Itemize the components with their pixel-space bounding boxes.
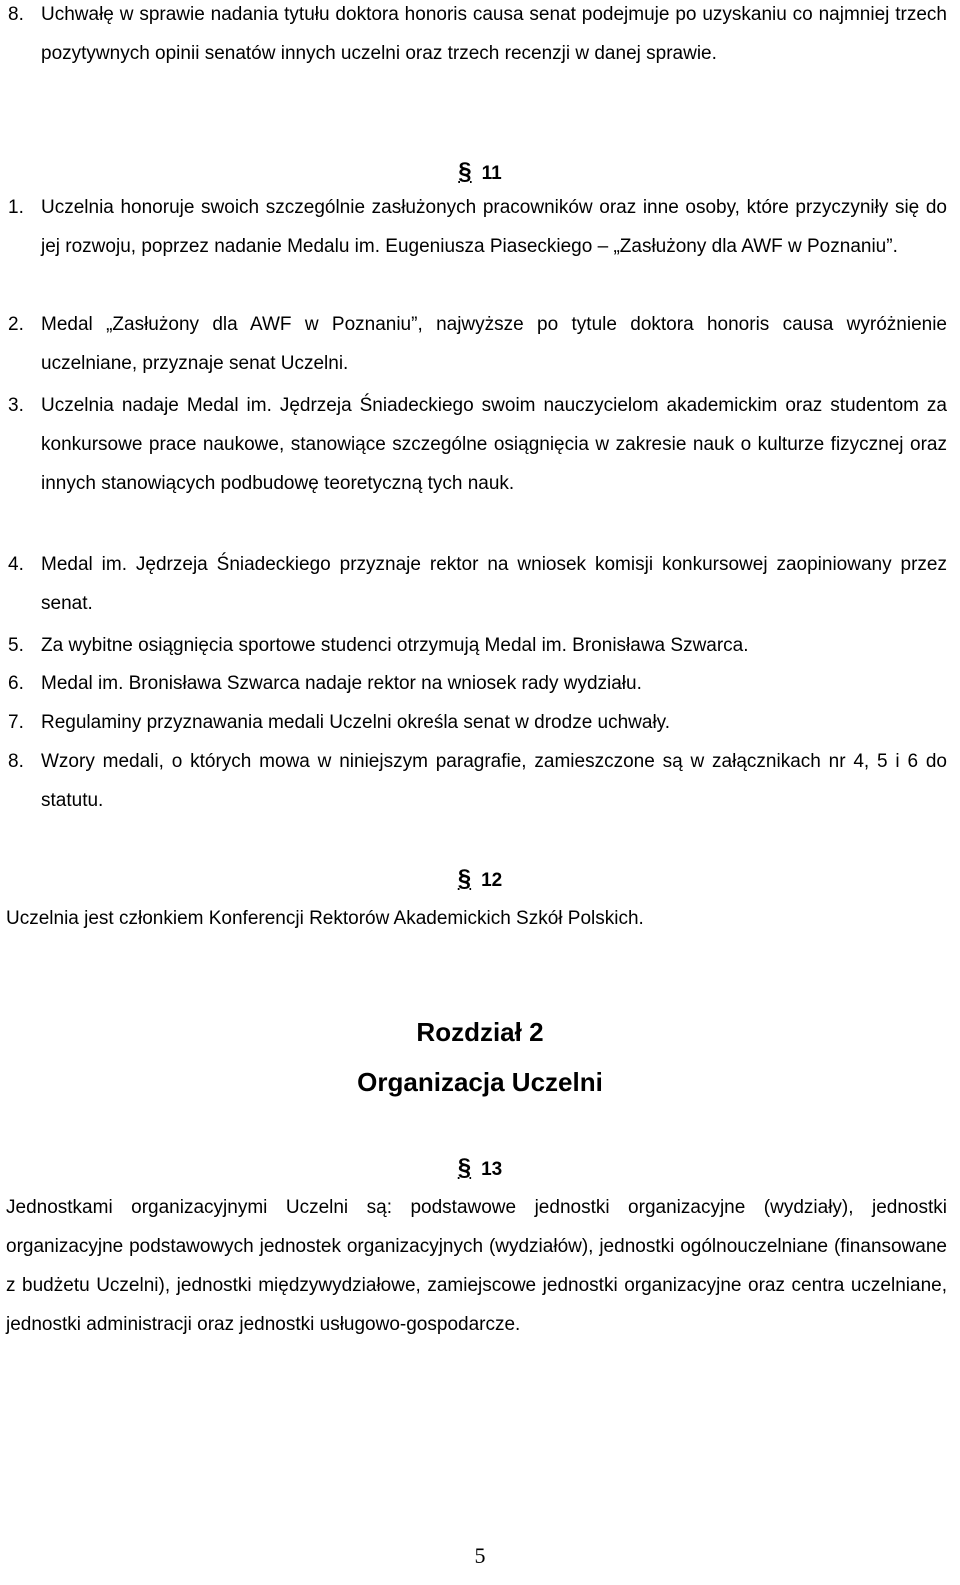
list-item-number: 8. xyxy=(8,751,24,772)
list-item xyxy=(0,742,960,822)
list-item-text: Uchwałę w sprawie nadania tytułu doktora honoris causa senat podejmuje po uzyskaniu co najmniej trzech pozytywnych opinii senatów innych uczelni oraz trzech recenzji w danej sprawie. xyxy=(41,4,947,64)
list-item-text: Medal „Zasłużony dla AWF w Poznaniu”, najwyższe po tytule doktora honoris causa wyróżnienie uczelniane, przyznaje senat Uczelni. xyxy=(41,314,947,374)
paragraph-symbol: § xyxy=(458,158,472,185)
paragraph-symbol: § xyxy=(457,865,472,892)
list-item-number: 7. xyxy=(8,712,24,733)
list-item-number: 4. xyxy=(8,554,24,575)
list-item-text: Uczelnia nadaje Medal im. Jędrzeja Śniadeckiego swoim nauczycielom akademickim oraz studentom za konkursowe prace naukowe, stanowiące szczególne osiągnięcia w zakresie nauk o kulturze fizycznej oraz innych stanowiących podbudowę teoretyczną tych nauk. xyxy=(41,395,947,494)
list-item xyxy=(0,188,960,308)
paragraph-symbol: § xyxy=(457,1154,472,1181)
list-item-text: Medal im. Jędrzeja Śniadeckiego przyznaje rektor na wniosek komisji konkursowej zaopiniowany przez senat. xyxy=(41,554,947,614)
section-12-text: Uczelnia jest członkiem Konferencji Rektorów Akademickich Szkół Polskich. xyxy=(6,908,644,929)
list-item-number: 5. xyxy=(8,635,24,656)
list-item-number: 8. xyxy=(8,4,24,25)
list-item xyxy=(0,386,960,546)
section-heading-11 xyxy=(0,159,960,187)
list-item-text: Wzory medali, o których mowa w niniejszym paragrafie, zamieszczone są w załącznikach nr 4, 5 i 6 do statutu. xyxy=(41,751,947,811)
list-item-number: 6. xyxy=(8,673,24,694)
list-item-number: 2. xyxy=(8,314,24,335)
chapter-subtitle: Organizacja Uczelni xyxy=(357,1067,603,1097)
page-number: 5 xyxy=(474,1543,486,1568)
chapter-title: Rozdział 2 xyxy=(416,1017,544,1047)
list-item xyxy=(0,305,960,385)
list-item-text: Regulaminy przyznawania medali Uczelni określa senat w drodze uchwały. xyxy=(41,712,671,733)
section-heading-13 xyxy=(0,1155,960,1183)
list-item-text: Za wybitne osiągnięcia sportowe studenci otrzymują Medal im. Bronisława Szwarca. xyxy=(41,635,749,656)
section-number: 11 xyxy=(481,163,502,184)
list-item xyxy=(0,545,960,625)
section-13-text: Jednostkami organizacyjnymi Uczelni są: podstawowe jednostki organizacyjne (wydziały), jednostki organizacyjne podstawowych jednostek organizacyjnych (wydziałów), jednostki ogólnouczelniane (finansowane z budżetu Uczelni), jednostki międzywydziałowe, zamiejscowe jednostki organizacyjne oraz centra uczelniane, jednostki administracji oraz jednostki usługowo-gospodarcze. xyxy=(6,1197,947,1335)
list-item-text: Medal im. Bronisława Szwarca nadaje rektor na wniosek rady wydziału. xyxy=(41,673,642,694)
list-item-text: Uczelnia honoruje swoich szczególnie zasłużonych pracowników oraz inne osoby, które przyczyniły się do jej rozwoju, poprzez nadanie Medalu im. Eugeniusza Piaseckiego – „Zasłużony dla AWF w Poznaniu”. xyxy=(41,197,947,257)
section-number: 12 xyxy=(481,870,503,891)
section-number: 13 xyxy=(481,1159,503,1180)
section-heading-12 xyxy=(0,866,960,894)
list-item-number: 1. xyxy=(8,197,24,218)
list-item-number: 3. xyxy=(8,395,24,416)
